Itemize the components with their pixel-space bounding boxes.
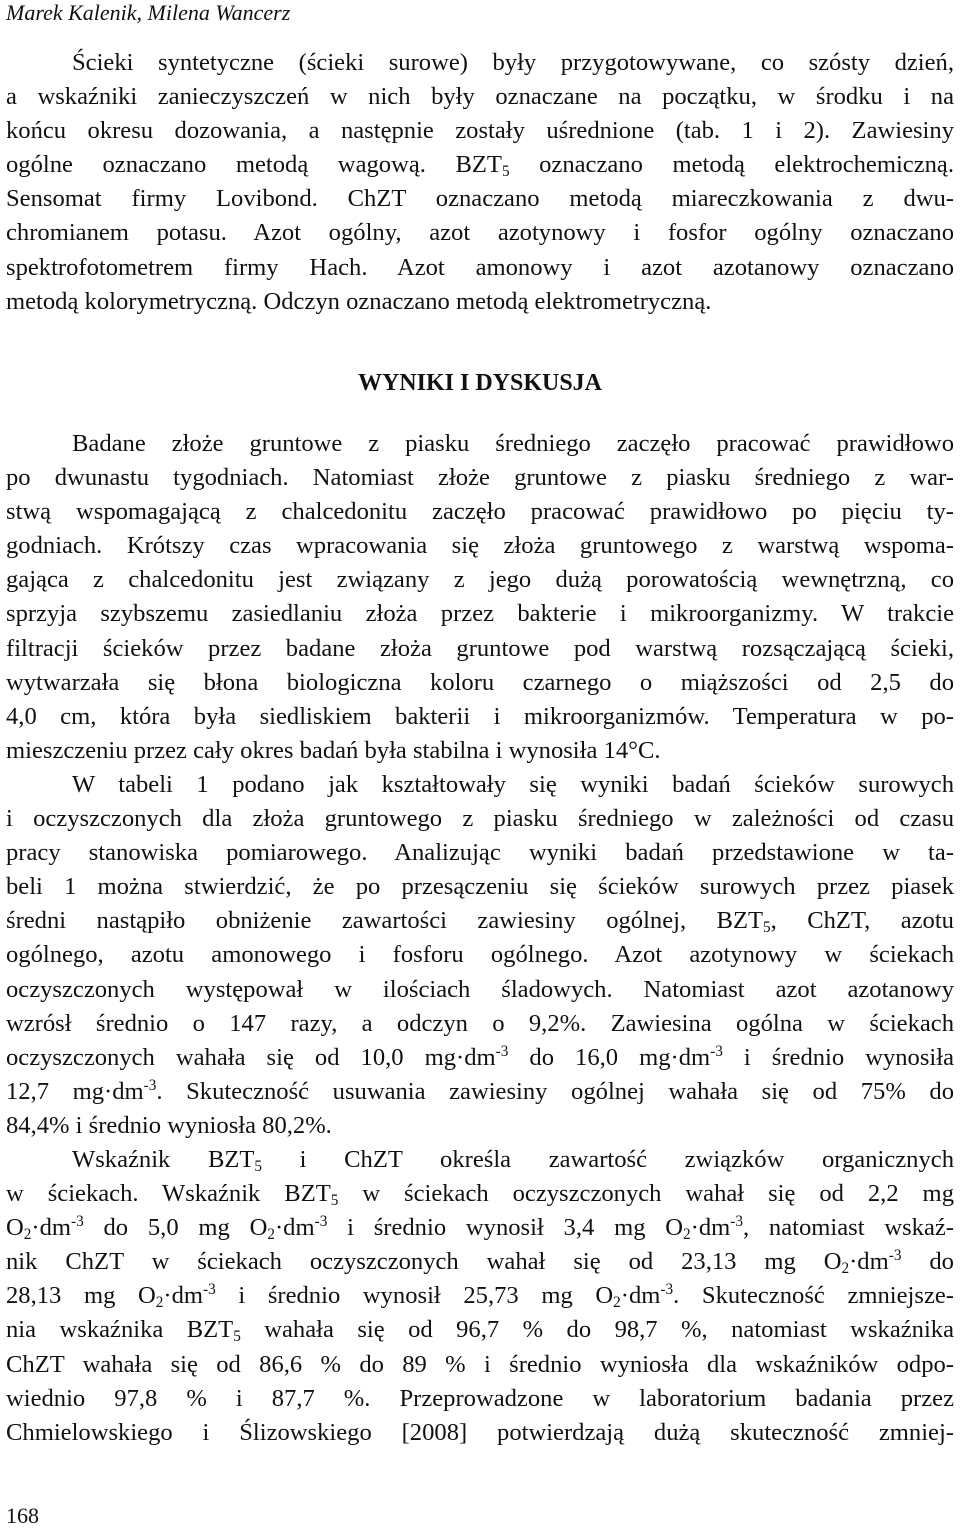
paragraph-results	[6, 427, 954, 1450]
text-line: wiednio 97,8 % i 87,7 %. Przeprowadzone w laboratorium badania przez	[6, 1384, 954, 1412]
text-line: Ścieki syntetyczne (ścieki surowe) były przygotowywane, co szósty dzień,	[72, 49, 954, 76]
page-number: 168	[6, 1503, 39, 1528]
text-line: oczyszczonych występował w ilościach śladowych. Natomiast azot azotanowy	[6, 975, 954, 1003]
text-line: Chmielowskiego i Ślizowskiego [2008] potwierdzają dużą skuteczność zmniej-	[6, 1418, 954, 1446]
text-line: gająca z chalcedonitu jest związany z jego dużą porowatością wewnętrzną, co	[6, 566, 954, 594]
text-line: nik ChZT w ściekach oczyszczonych wahał się od 23,13 mg $O_2\cdot dm^{-3}$ do	[6, 1247, 954, 1278]
text-line: oczyszczonych wahała się od 10,0 $mg\cdot dm^{-3}$ do 16,0 $mg\cdot dm^{-3}$ i średnio wynosiła	[6, 1042, 955, 1071]
text-line: sprzyja szybszemu zasiedlaniu złoża przez bakterie i mikroorganizmy. W trakcie	[6, 600, 954, 628]
text-line: 28,13 mg $O_2\cdot dm^{-3}$ i średnio wynosił 25,73 mg $O_2\cdot dm^{-3}$. Skuteczność zmniejsze-	[6, 1281, 954, 1312]
text-line: Sensomat firmy Lovibond. ChZT oznaczano metodą miareczkowania z dwu-	[6, 185, 954, 213]
text-line: filtracji ścieków przez badane złoża gruntowe pod warstwą rozsączającą ścieki,	[6, 634, 954, 662]
paragraph-results-1	[6, 427, 954, 768]
text-line: a wskaźniki zanieczyszczeń w nich były oznaczane na początku, w środku i na	[6, 83, 954, 111]
text-line: końcu okresu dozowania, a następnie zostały uśrednione (tab. 1 i 2). Zawiesiny	[6, 117, 954, 145]
section-heading: WYNIKI I DYSKUSJA	[357, 370, 603, 396]
text-line: 12,7 $mg\cdot dm^{-3}$. Skuteczność usuwania zawiesiny ogólnej wahała się od 75% do	[6, 1076, 954, 1105]
paragraph-methods	[6, 46, 954, 319]
running-head: Marek Kalenik, Milena Wancerz	[6, 0, 291, 25]
text-line: 4,0 cm, która była siedliskiem bakterii i mikroorganizmów. Temperatura w po-	[6, 702, 954, 730]
text-line: W tabeli 1 podano jak kształtowały się wyniki badań ścieków surowych	[72, 770, 954, 798]
text-line: Wskaźnik $BZT_5$ i ChZT określa zawartość związków organicznych	[72, 1145, 954, 1175]
paragraph-results-3	[6, 1143, 954, 1450]
text-line: godniach. Krótszy czas wpracowania się złoża gruntowego z warstwą wspoma-	[6, 532, 954, 560]
text-line: stwą wspomagającą z chalcedonitu zaczęło pracować prawidłowo po pięciu ty-	[6, 498, 954, 526]
text-line: wzrósł średnio o 147 razy, a odczyn o 9,2%. Zawiesina ogólna w ściekach	[6, 1009, 954, 1037]
text-line: nia wskaźnika $BZT_5$ wahała się od 96,7 % do 98,7 %, natomiast wskaźnika	[6, 1316, 954, 1346]
text-line: średni nastąpiło obniżenie zawartości zawiesiny ogólnej, $BZT_5$, ChZT, azotu	[6, 907, 954, 937]
text-line: wytwarzała się błona biologiczna koloru czarnego o miąższości od 2,5 do	[6, 668, 954, 696]
text-line: mieszczeniu przez cały okres badań była stabilna i wynosiła 14°C.	[6, 736, 661, 764]
text-line: ChZT wahała się od 86,6 % do 89 % i średnio wyniosła dla wskaźników odpo-	[6, 1350, 954, 1378]
text-line: spektrofotometrem firmy Hach. Azot amonowy i azot azotanowy oznaczano	[6, 253, 954, 281]
text-line: ogólnego, azotu amonowego i fosforu ogólnego. Azot azotynowy w ściekach	[6, 941, 954, 969]
text-line: ogólne oznaczano metodą wagową. $BZT_5$ oznaczano metodą elektrochemiczną.	[6, 151, 955, 181]
text-line: $O_2\cdot dm^{-3}$ do 5,0 mg $O_2\cdot dm^{-3}$ i średnio wynosił 3,4 mg $O_2\cdot dm^{-3}$, natomiast wskaź-	[6, 1213, 954, 1243]
text-line: po dwunastu tygodniach. Natomiast złoże gruntowe z piasku średniego z war-	[6, 464, 954, 492]
text-line: 84,4% i średnio wyniosła 80,2%.	[6, 1111, 332, 1139]
paragraph-results-2	[6, 768, 954, 1143]
text-line: i oczyszczonych dla złoża gruntowego z piasku średniego w zależności od czasu	[6, 805, 954, 833]
text-line: beli 1 można stwierdzić, że po przesączeniu się ścieków surowych przez piasek	[6, 873, 954, 901]
text-line: w ściekach. Wskaźnik $BZT_5$ w ściekach oczyszczonych wahał się od 2,2 mg	[6, 1180, 954, 1209]
text-line: Badane złoże gruntowe z piasku średniego zaczęło pracować prawidłowo	[72, 430, 954, 457]
text-line: metodą kolorymetryczną. Odczyn oznaczano metodą elektrometryczną.	[6, 287, 712, 315]
text-line: chromianem potasu. Azot ogólny, azot azotynowy i fosfor ogólny oznaczano	[6, 219, 954, 247]
text-line: pracy stanowiska pomiarowego. Analizując wyniki badań przedstawione w ta-	[6, 839, 954, 867]
